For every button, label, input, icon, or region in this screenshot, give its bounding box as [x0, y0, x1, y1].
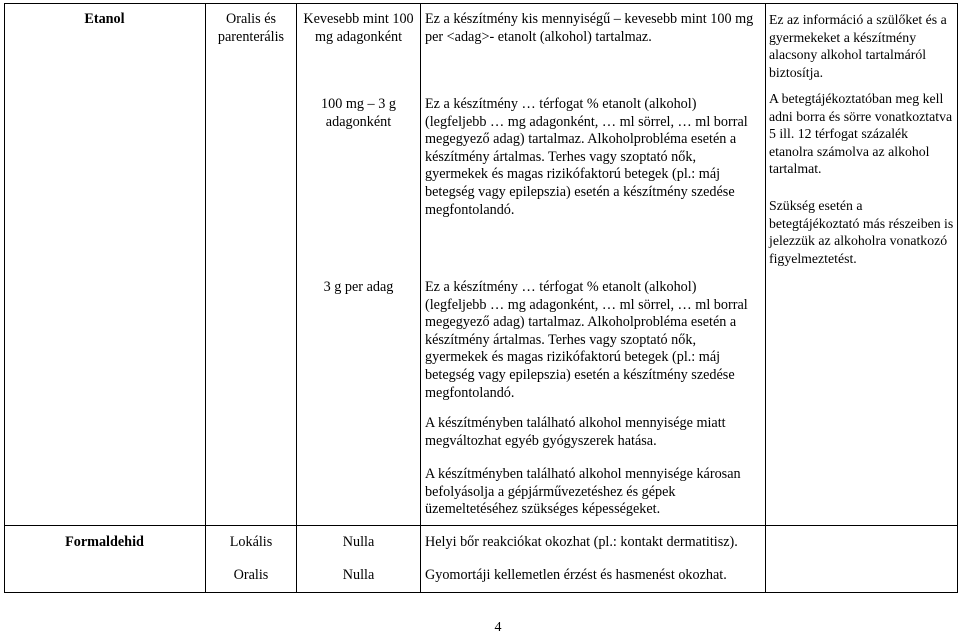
excipient-table [4, 3, 958, 593]
column-divider [296, 3, 297, 593]
table-border-right [957, 3, 958, 593]
threshold-etanol-1: Kevesebb mint 100 mg adagonként [303, 11, 414, 45]
substance-formaldehid: Formaldehid [65, 534, 144, 550]
text-etanol-1: Ez a készítmény kis mennyiségű – kevesebb mint 100 mg per <adag>- etanolt (alkohol) tartalmaz. [425, 11, 754, 45]
row-divider [4, 525, 958, 526]
comment-etanol-2b: Szükség esetén a betegtájékoztató más részeiben is jelezzük az alkoholra vonatkozó figyelmeztetést. [769, 198, 954, 266]
table-border-top [4, 3, 958, 4]
route-etanol: Oralis és parenterális [217, 11, 285, 45]
route-formaldehid-2: Oralis [233, 567, 269, 583]
column-divider [205, 3, 206, 593]
column-divider [765, 3, 766, 593]
text-etanol-3b: A készítményben található alkohol mennyisége miatt megváltozhat egyéb gyógyszerek hatása. [425, 415, 726, 449]
threshold-etanol-3: 3 g per adag [323, 279, 394, 295]
page-number: 4 [494, 620, 502, 635]
comment-etanol-1: Ez az információ a szülőket és a gyermekeket a készítmény alacsony alkohol tartalmáról biztosítja. [769, 12, 947, 80]
column-divider [420, 3, 421, 593]
threshold-etanol-2: 100 mg – 3 g adagonként [321, 96, 396, 130]
route-formaldehid-1: Lokális [229, 534, 273, 550]
comment-etanol-2a: A betegtájékoztatóban meg kell adni borra és sörre vonatkoztatva 5 ill. 12 térfogat százalék etanolra számolva az alkohol tartalmat. [769, 91, 953, 177]
table-border-bottom [4, 592, 958, 593]
substance-etanol: Etanol [84, 11, 125, 27]
threshold-formaldehid-2: Nulla [342, 567, 375, 583]
text-formaldehid-1: Helyi bőr reakciókat okozhat (pl.: kontakt dermatitisz). [425, 534, 738, 550]
table-border-left [4, 3, 5, 593]
text-formaldehid-2: Gyomortáji kellemetlen érzést és hasmenést okozhat. [425, 567, 727, 583]
text-etanol-3a: Ez a készítmény … térfogat % etanolt (alkohol) (legfeljebb … mg adagonként, … ml sörrel, … ml borral megegyező adag) tartalmaz. Alkoholprobléma esetén a készítmény ártalmas. Terhes vagy szoptató nők, gyermekek és magas rizikófaktorú betegek (pl.: máj betegség vagy epilepszia) esetén a készítmény szedése megfontolandó. [425, 279, 748, 401]
text-etanol-3c: A készítményben található alkohol mennyisége károsan befolyásolja a gépjárművezetéshez és gépek üzemeltetéséhez szükséges képességeket. [425, 466, 741, 518]
text-etanol-2: Ez a készítmény … térfogat % etanolt (alkohol) (legfeljebb … mg adagonként, … ml sörrel, … ml borral megegyező adag) tartalmaz. Alkoholprobléma esetén a készítmény ártalmas. Terhes vagy szoptató nők, gyermekek és magas rizikófaktorú betegek (pl.: máj betegség vagy epilepszia) esetén a készítmény szedése megfontolandó. [425, 96, 748, 218]
threshold-formaldehid-1: Nulla [342, 534, 375, 550]
